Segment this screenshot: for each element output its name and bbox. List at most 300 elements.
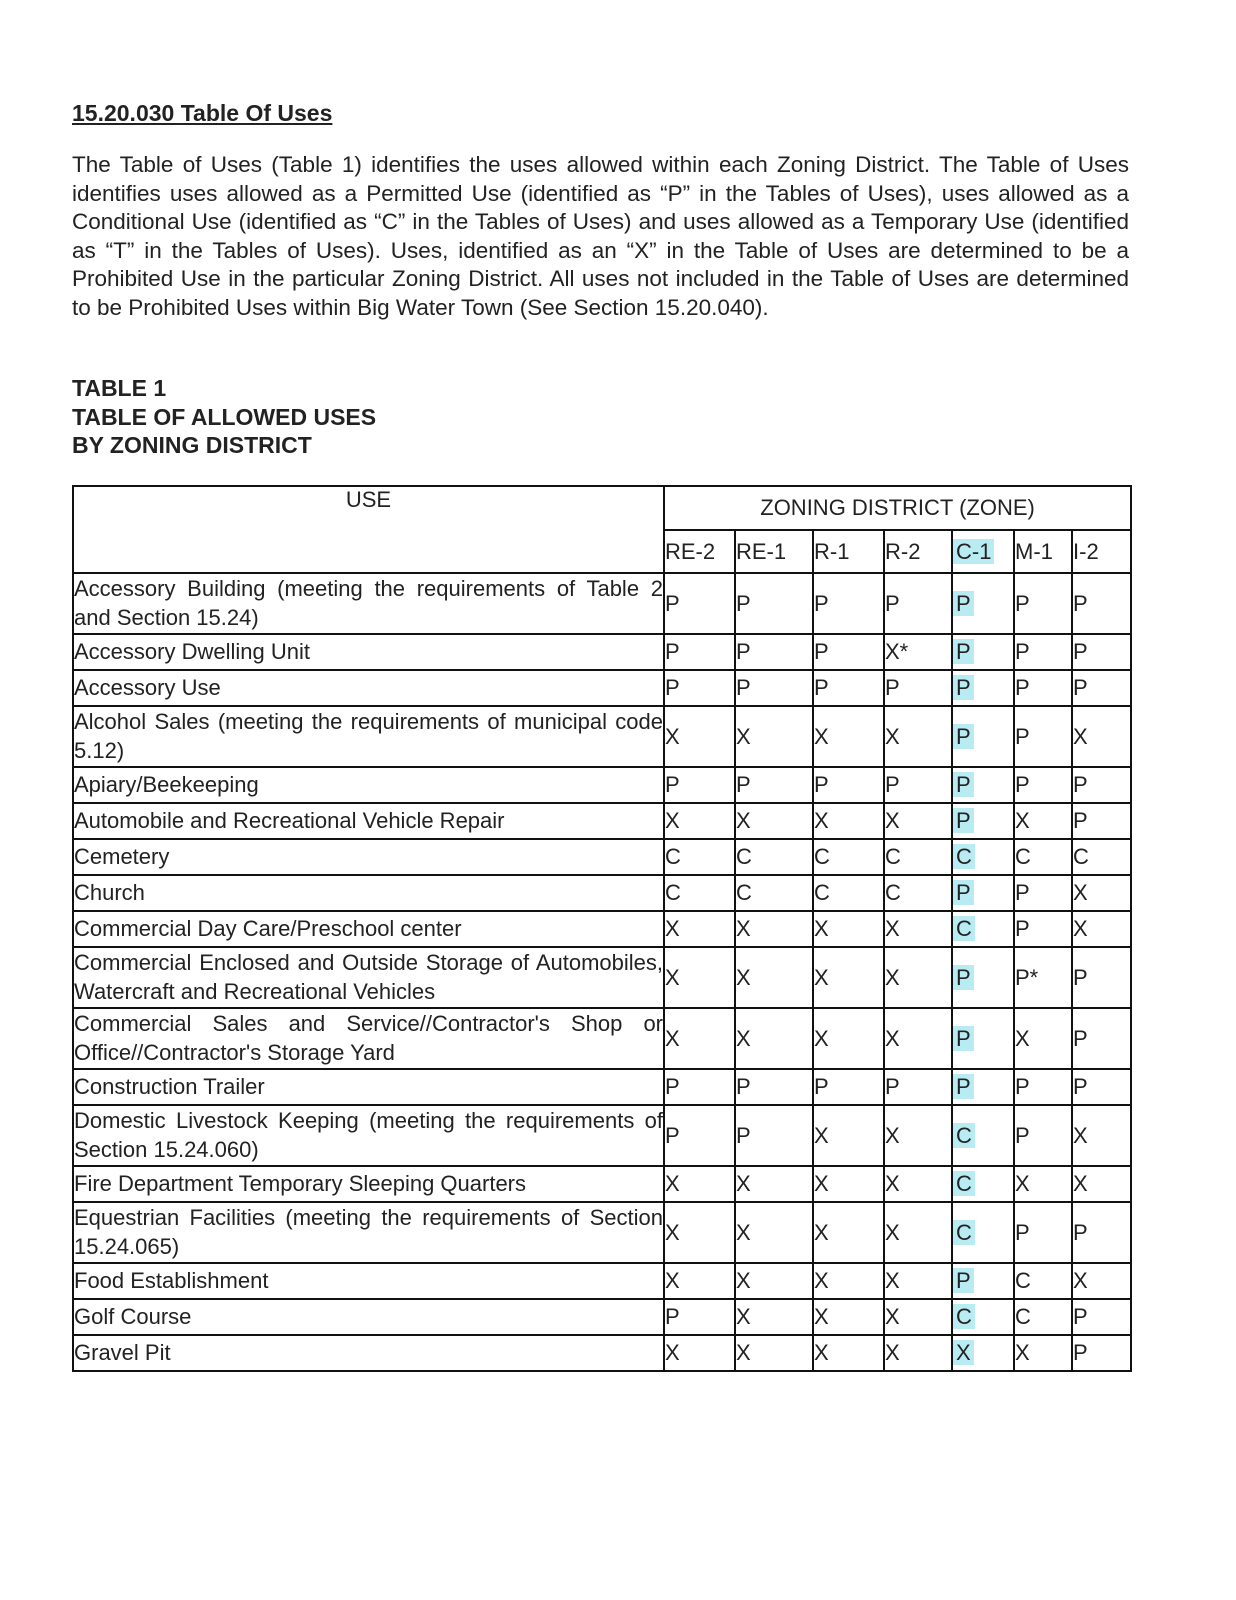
- zone-value-cell: [884, 875, 952, 911]
- zone-value-cell: [813, 670, 884, 706]
- zone-value-cell: [952, 803, 1014, 839]
- zone-value-cell: [884, 1299, 952, 1335]
- zone-value: P: [1015, 1074, 1030, 1099]
- zone-value: X: [885, 1304, 900, 1329]
- zone-header: [813, 530, 884, 573]
- zone-value-cell: [884, 1166, 952, 1202]
- table-row: [73, 1069, 1131, 1105]
- zone-label: RE-1: [736, 538, 787, 564]
- zone-value-cell: [1014, 839, 1072, 875]
- zone-header: [664, 530, 735, 573]
- zone-value-cell: [1072, 839, 1131, 875]
- zone-value: X: [736, 723, 751, 749]
- zone-value: C: [736, 844, 752, 869]
- zone-value: P: [1073, 590, 1088, 616]
- zone-value-cell: [1014, 803, 1072, 839]
- zone-value-cell: [664, 706, 735, 767]
- zone-value: C: [953, 1220, 975, 1245]
- zone-value-cell: [1072, 803, 1131, 839]
- zone-value-cell: [1014, 670, 1072, 706]
- zone-label: C-1: [953, 539, 994, 564]
- table-row: [73, 670, 1131, 706]
- uses-table-body: [73, 573, 1131, 1371]
- zone-value-cell: [952, 1069, 1014, 1105]
- zone-value-cell: [1014, 1299, 1072, 1335]
- zone-value: C: [885, 844, 901, 869]
- zone-value: X: [736, 808, 751, 833]
- zone-value: X: [885, 1268, 900, 1293]
- zone-value: X: [736, 916, 751, 941]
- zone-value-cell: [813, 634, 884, 670]
- zone-value-cell: [1014, 634, 1072, 670]
- zone-value-cell: [735, 875, 813, 911]
- zone-value-cell: [1014, 911, 1072, 947]
- zone-value: X: [736, 1025, 751, 1051]
- use-cell: Church: [73, 875, 664, 911]
- zone-value-cell: [664, 634, 735, 670]
- zone-value-cell: [664, 1008, 735, 1069]
- zone-value-cell: [1014, 1202, 1072, 1263]
- zone-value: X: [736, 964, 751, 990]
- zone-value: X: [1073, 1268, 1088, 1293]
- use-cell: Gravel Pit: [73, 1335, 664, 1371]
- table-row: [73, 706, 1131, 767]
- zone-value: P: [1015, 1219, 1030, 1245]
- zone-value: P: [953, 639, 974, 664]
- zone-value: X: [885, 1171, 900, 1196]
- table-row: [73, 947, 1131, 1008]
- zone-value-cell: [813, 911, 884, 947]
- zone-value: P: [1015, 1122, 1030, 1148]
- use-column-header: USE: [73, 486, 664, 573]
- zone-value-cell: [1072, 1069, 1131, 1105]
- zone-value-cell: [952, 839, 1014, 875]
- zone-value: P: [665, 1122, 680, 1148]
- zone-value-cell: [813, 1299, 884, 1335]
- zone-value-cell: [813, 947, 884, 1008]
- zone-value: P: [1073, 1074, 1088, 1099]
- zone-value-cell: [884, 1069, 952, 1105]
- use-cell: Apiary/Beekeeping: [73, 767, 664, 803]
- zone-value: P: [1073, 964, 1088, 990]
- zone-value: X: [1073, 723, 1088, 749]
- zone-value-cell: [813, 803, 884, 839]
- use-cell: Construction Trailer: [73, 1069, 664, 1105]
- zone-value: P: [953, 1074, 974, 1099]
- zone-value-cell: [664, 1335, 735, 1371]
- table-row: [73, 1263, 1131, 1299]
- table-row: [73, 573, 1131, 634]
- zone-value-cell: [813, 767, 884, 803]
- zone-value: X: [1073, 1122, 1088, 1148]
- zone-value-cell: [952, 634, 1014, 670]
- zone-value: X: [736, 1304, 751, 1329]
- intro-paragraph: The Table of Uses (Table 1) identifies the uses allowed within each Zoning District. The Table of Uses identifies uses allowed as a Permitted Use (identified as “P” in the Tables of Uses), uses allowed as a Conditional Use (identified as “C” in the Tables of Uses) and uses allowed as a Temporary Use (identified as “T” in the Tables of Uses). Uses, identified as an “X” in the Table of Uses are determined to be a Prohibited Use in the particular Zoning District. All uses not included in the Table of Uses are determined to be Prohibited Uses within Big Water Town (See Section 15.20.040).: [72, 152, 1129, 320]
- zone-header: [735, 530, 813, 573]
- zone-value: P: [665, 675, 680, 700]
- zone-value-cell: [735, 1105, 813, 1166]
- zone-label: R-2: [885, 538, 921, 564]
- zone-value: X: [953, 1340, 974, 1365]
- table-row: [73, 1166, 1131, 1202]
- zone-value-cell: [952, 947, 1014, 1008]
- zone-value: P: [1015, 916, 1030, 941]
- zone-value: P: [665, 1074, 680, 1099]
- zone-value: X: [665, 1340, 680, 1365]
- use-cell: Commercial Sales and Service//Contractor's Shop or Office//Contractor's Storage Yard: [73, 1008, 664, 1069]
- zone-value-cell: [735, 573, 813, 634]
- zone-value: X: [814, 916, 829, 941]
- use-cell: Accessory Use: [73, 670, 664, 706]
- zone-value: X: [665, 964, 680, 990]
- zone-value-cell: [813, 1263, 884, 1299]
- zone-value: X*: [885, 639, 909, 664]
- zone-value-cell: [735, 634, 813, 670]
- zone-value: P: [814, 1074, 829, 1099]
- zone-value: C: [1015, 1304, 1031, 1329]
- zone-value-cell: [1072, 947, 1131, 1008]
- table-row: [73, 1299, 1131, 1335]
- zone-value: P: [953, 880, 974, 905]
- zone-value: P: [814, 590, 829, 616]
- zone-value-cell: [1072, 1166, 1131, 1202]
- zone-value-cell: [735, 803, 813, 839]
- table-row: [73, 803, 1131, 839]
- zone-value: P: [1073, 639, 1088, 664]
- zone-value-cell: [664, 911, 735, 947]
- zone-value: P: [953, 1268, 974, 1293]
- zone-value-cell: [952, 1105, 1014, 1166]
- zone-value: P: [1015, 675, 1030, 700]
- zone-value-cell: [735, 1069, 813, 1105]
- zone-value-cell: [952, 1202, 1014, 1263]
- zone-value-cell: [735, 1299, 813, 1335]
- table-row: [73, 911, 1131, 947]
- zone-value: X: [885, 1025, 900, 1051]
- zone-value-cell: [952, 1008, 1014, 1069]
- zone-value-cell: [735, 1263, 813, 1299]
- zone-value: C: [885, 880, 901, 905]
- zone-value-cell: [952, 1335, 1014, 1371]
- use-cell: Accessory Dwelling Unit: [73, 634, 664, 670]
- zone-header: [952, 530, 1014, 573]
- zone-value: P*: [1015, 964, 1039, 990]
- zone-value-cell: [735, 911, 813, 947]
- zone-value-cell: [1014, 1105, 1072, 1166]
- table-row: [73, 1105, 1131, 1166]
- zone-label: M-1: [1015, 538, 1053, 564]
- zone-value: P: [1073, 1340, 1088, 1365]
- zone-value: P: [885, 590, 900, 616]
- use-cell: Domestic Livestock Keeping (meeting the requirements of Section 15.24.060): [73, 1105, 664, 1166]
- table-row: [73, 1335, 1131, 1371]
- zone-value: C: [814, 880, 830, 905]
- zone-value-cell: [735, 947, 813, 1008]
- zone-value-cell: [884, 1202, 952, 1263]
- zone-value: P: [953, 965, 974, 990]
- zone-value: P: [1015, 639, 1030, 664]
- zone-label: R-1: [814, 538, 850, 564]
- table-title-line-2: TABLE OF ALLOWED USES: [72, 403, 377, 430]
- zone-value-cell: [952, 875, 1014, 911]
- zone-value: X: [814, 1122, 829, 1148]
- zone-value-cell: [884, 947, 952, 1008]
- zone-value: X: [1015, 808, 1030, 833]
- zone-value-cell: [884, 1263, 952, 1299]
- zone-value-cell: [664, 1202, 735, 1263]
- zone-value-cell: [664, 947, 735, 1008]
- zone-value: X: [1073, 1171, 1088, 1196]
- zone-value-cell: [735, 1166, 813, 1202]
- zone-value: X: [814, 723, 829, 749]
- zone-value: P: [953, 675, 974, 700]
- zone-value: X: [814, 1171, 829, 1196]
- table-title-line-1: TABLE 1: [72, 375, 167, 401]
- zone-value-cell: [1072, 911, 1131, 947]
- zone-value: P: [736, 772, 751, 797]
- zone-value-cell: [1072, 670, 1131, 706]
- zone-value: X: [814, 1025, 829, 1051]
- zone-value-cell: [664, 1166, 735, 1202]
- zone-value: P: [953, 724, 974, 749]
- zone-value: X: [885, 723, 900, 749]
- zone-value: X: [814, 1219, 829, 1245]
- zone-value-cell: [1014, 573, 1072, 634]
- zone-value-cell: [1014, 947, 1072, 1008]
- zone-value-cell: [664, 767, 735, 803]
- use-cell: Commercial Day Care/Preschool center: [73, 911, 664, 947]
- use-cell: Automobile and Recreational Vehicle Repair: [73, 803, 664, 839]
- table-row: [73, 1202, 1131, 1263]
- zone-value: C: [1015, 1268, 1031, 1293]
- zone-value: X: [665, 808, 680, 833]
- zone-value: C: [665, 844, 681, 869]
- zone-value: P: [1073, 675, 1088, 700]
- table-title: [72, 374, 376, 460]
- zone-label: RE-2: [665, 538, 716, 564]
- zone-value-cell: [735, 1202, 813, 1263]
- use-cell: Food Establishment: [73, 1263, 664, 1299]
- zone-value: C: [814, 844, 830, 869]
- zone-header: [884, 530, 952, 573]
- table-row: [73, 839, 1131, 875]
- section-heading: 15.20.030 Table Of Uses: [72, 100, 333, 126]
- zone-value: X: [885, 916, 900, 941]
- allowed-uses-table: [72, 485, 1132, 1372]
- zone-value-cell: [1072, 1263, 1131, 1299]
- zone-value-cell: [952, 911, 1014, 947]
- zone-value: P: [665, 639, 680, 664]
- zone-value-cell: [813, 875, 884, 911]
- zone-value-cell: [1014, 767, 1072, 803]
- zone-value: C: [665, 880, 681, 905]
- use-cell: Cemetery: [73, 839, 664, 875]
- zone-value-cell: [1072, 706, 1131, 767]
- zone-value: X: [885, 1219, 900, 1245]
- zone-value-cell: [1014, 1069, 1072, 1105]
- zone-value-cell: [813, 1069, 884, 1105]
- zone-value: X: [1015, 1340, 1030, 1365]
- use-cell: Alcohol Sales (meeting the requirements of municipal code 5.12): [73, 706, 664, 767]
- zone-value: C: [1015, 844, 1031, 869]
- zone-value-cell: [1072, 1105, 1131, 1166]
- zone-value: P: [1015, 723, 1030, 749]
- zone-value: X: [1073, 916, 1088, 941]
- zone-value: P: [885, 772, 900, 797]
- zone-value-cell: [952, 1166, 1014, 1202]
- zone-value: P: [1073, 1025, 1088, 1051]
- table-row: [73, 634, 1131, 670]
- use-cell: Accessory Building (meeting the requirements of Table 2 and Section 15.24): [73, 573, 664, 634]
- zone-value: X: [665, 1268, 680, 1293]
- zone-value-cell: [664, 1263, 735, 1299]
- zone-header: [1014, 530, 1072, 573]
- zone-value-cell: [1072, 634, 1131, 670]
- zone-value: X: [885, 1340, 900, 1365]
- zone-value-cell: [1014, 1335, 1072, 1371]
- zone-value-cell: [735, 767, 813, 803]
- zone-value-cell: [735, 839, 813, 875]
- zoning-district-header: ZONING DISTRICT (ZONE): [664, 486, 1131, 530]
- zone-value: P: [885, 1074, 900, 1099]
- zone-value: C: [953, 1171, 975, 1196]
- zone-value: P: [1073, 808, 1088, 833]
- zone-value-cell: [664, 803, 735, 839]
- zone-value-cell: [884, 706, 952, 767]
- zone-value: P: [665, 590, 680, 616]
- zone-value: P: [953, 591, 974, 616]
- zone-value-cell: [952, 767, 1014, 803]
- zone-value: P: [1015, 590, 1030, 616]
- zone-value: X: [814, 808, 829, 833]
- zone-header: [1072, 530, 1131, 573]
- zone-value: P: [814, 639, 829, 664]
- zone-value: P: [1073, 1304, 1088, 1329]
- zone-value: X: [1015, 1025, 1030, 1051]
- zone-value: P: [814, 772, 829, 797]
- zone-value: P: [1015, 772, 1030, 797]
- zone-value: P: [736, 675, 751, 700]
- zone-value: X: [736, 1219, 751, 1245]
- zone-value-cell: [813, 1008, 884, 1069]
- zone-value: X: [885, 808, 900, 833]
- zone-value: X: [814, 1304, 829, 1329]
- zone-value-cell: [884, 839, 952, 875]
- zone-value: X: [885, 964, 900, 990]
- zone-value-cell: [884, 803, 952, 839]
- zone-value-cell: [1014, 1263, 1072, 1299]
- zone-value: P: [1073, 1219, 1088, 1245]
- use-cell: Commercial Enclosed and Outside Storage of Automobiles, Watercraft and Recreational Vehicles: [73, 947, 664, 1008]
- zone-value: P: [953, 1026, 974, 1051]
- zone-value: X: [814, 1340, 829, 1365]
- zone-value-cell: [664, 1105, 735, 1166]
- zone-label: I-2: [1073, 538, 1099, 564]
- zone-value: C: [953, 1123, 975, 1148]
- zone-value: X: [1073, 880, 1088, 905]
- zone-value: P: [1015, 880, 1030, 905]
- zone-value-cell: [813, 706, 884, 767]
- zone-value-cell: [1072, 1335, 1131, 1371]
- zone-value-cell: [1014, 1008, 1072, 1069]
- zone-value-cell: [664, 839, 735, 875]
- zone-value-cell: [735, 1008, 813, 1069]
- zone-value: X: [814, 964, 829, 990]
- table-row: [73, 767, 1131, 803]
- zone-value: P: [665, 1304, 680, 1329]
- zone-value: X: [814, 1268, 829, 1293]
- zone-value: P: [885, 675, 900, 700]
- zone-value: C: [953, 844, 975, 869]
- zone-value: X: [885, 1122, 900, 1148]
- zone-value: X: [736, 1268, 751, 1293]
- zone-value-cell: [813, 1166, 884, 1202]
- zone-value-cell: [664, 875, 735, 911]
- zone-value-cell: [1072, 767, 1131, 803]
- zone-value: X: [736, 1171, 751, 1196]
- zone-value-cell: [1072, 1008, 1131, 1069]
- zone-value-cell: [884, 634, 952, 670]
- zone-value: X: [665, 1171, 680, 1196]
- zone-value-cell: [664, 1299, 735, 1335]
- table-title-line-3: BY ZONING DISTRICT: [72, 432, 312, 459]
- zone-value-cell: [952, 573, 1014, 634]
- zone-value-cell: [884, 1008, 952, 1069]
- zone-value: P: [736, 590, 751, 616]
- zone-value-cell: [884, 573, 952, 634]
- zone-value-cell: [735, 670, 813, 706]
- zone-value-cell: [952, 1263, 1014, 1299]
- zone-value-cell: [813, 1202, 884, 1263]
- zone-value-cell: [664, 670, 735, 706]
- zone-value: X: [1015, 1171, 1030, 1196]
- zone-value-cell: [1014, 1166, 1072, 1202]
- zone-value: C: [953, 1304, 975, 1329]
- zone-value: C: [736, 880, 752, 905]
- zone-value: P: [953, 808, 974, 833]
- zone-value-cell: [1014, 706, 1072, 767]
- zone-value-cell: [1072, 1202, 1131, 1263]
- zone-value-cell: [952, 670, 1014, 706]
- zone-value-cell: [952, 1299, 1014, 1335]
- zone-value-cell: [664, 1069, 735, 1105]
- use-cell: Equestrian Facilities (meeting the requirements of Section 15.24.065): [73, 1202, 664, 1263]
- zone-value: X: [665, 1219, 680, 1245]
- zone-value: X: [665, 1025, 680, 1051]
- zone-value: X: [665, 916, 680, 941]
- zone-value: X: [665, 723, 680, 749]
- zone-value: P: [665, 772, 680, 797]
- zone-value-cell: [664, 573, 735, 634]
- zone-value-cell: [813, 1105, 884, 1166]
- zone-value: P: [736, 639, 751, 664]
- zone-value-cell: [884, 767, 952, 803]
- zone-value: P: [736, 1074, 751, 1099]
- use-cell: Golf Course: [73, 1299, 664, 1335]
- zone-value-cell: [735, 1335, 813, 1371]
- use-cell: Fire Department Temporary Sleeping Quarters: [73, 1166, 664, 1202]
- zone-value: X: [736, 1340, 751, 1365]
- zone-value-cell: [884, 1335, 952, 1371]
- zone-value-cell: [1072, 875, 1131, 911]
- zone-value-cell: [1072, 573, 1131, 634]
- zone-value-cell: [813, 573, 884, 634]
- table-row: [73, 875, 1131, 911]
- zone-value-cell: [884, 911, 952, 947]
- zone-value-cell: [735, 706, 813, 767]
- zone-value-cell: [884, 670, 952, 706]
- zone-value: P: [814, 675, 829, 700]
